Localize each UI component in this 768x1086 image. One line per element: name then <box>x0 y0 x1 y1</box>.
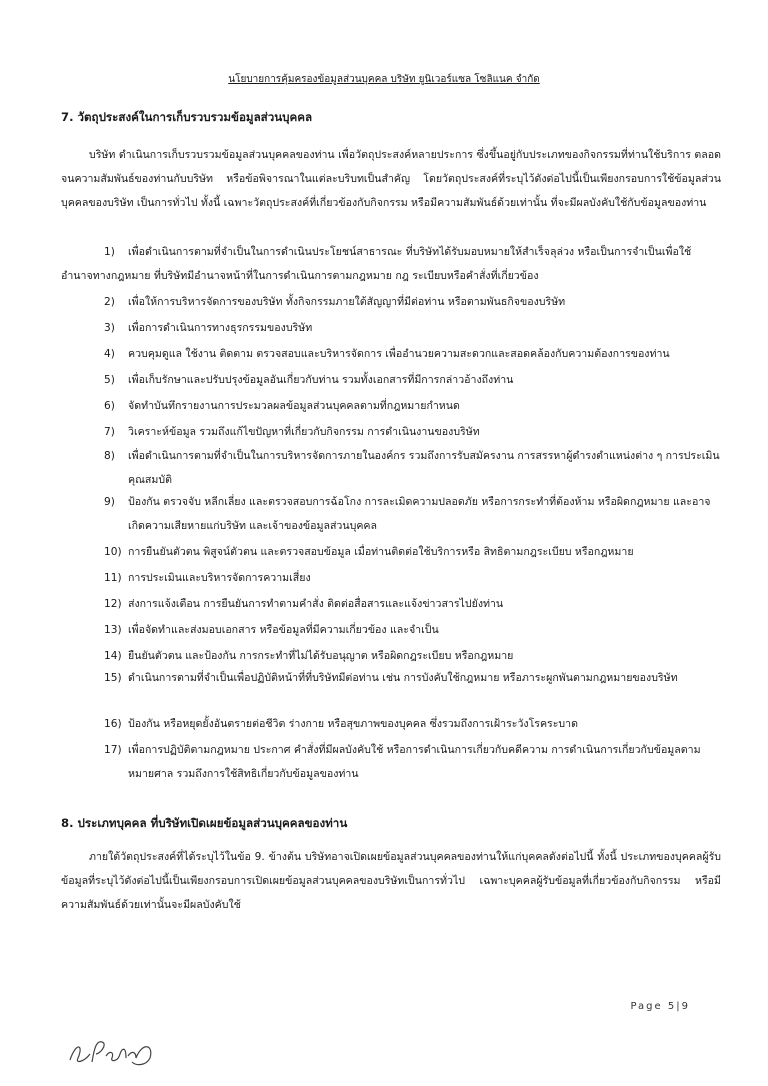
list-item-text: เพื่อดำเนินการตามที่จำเป็นในการบริหารจัดการภายในองค์กร รวมถึงการรับสมัครงาน การสรรหาผู้ดำรงตำแหน่งต่าง ๆ การประเมินคุณสมบัติ <box>128 450 720 486</box>
list-item-text: วิเคราะห์ข้อมูล รวมถึงแก้ไขปัญหาที่เกี่ยวกับกิจกรรม การดำเนินงานของบริษัท <box>128 426 480 438</box>
list-item <box>104 490 722 538</box>
list-item-number: 3) <box>104 322 115 334</box>
list-item-number: 5) <box>104 374 115 386</box>
list-item <box>104 712 722 736</box>
page-label: Page <box>630 1001 663 1012</box>
list-item-text: ควบคุมดูแล ใช้งาน ติดตาม ตรวจสอบและบริหารจัดการ เพื่ออำนวยความสะดวกและสอดคล้องกับความต้องการของท่าน <box>128 348 670 360</box>
list-item <box>61 240 722 288</box>
list-item <box>104 644 722 668</box>
list-item-number: 15) <box>104 672 122 684</box>
list-item-number: 17) <box>104 744 122 756</box>
page-separator: | <box>676 1001 682 1012</box>
page-header-title: นโยบายการคุ้มครองข้อมูลส่วนบุคคล บริษัท ยูนิเวอร์แซล โซลิแนค จำกัด <box>228 74 540 85</box>
list-item-number: 14) <box>104 650 122 662</box>
list-item <box>104 368 722 392</box>
list-item-number: 12) <box>104 598 122 610</box>
section-8-body: ภายใต้วัตถุประสงค์ที่ได้ระบุไว้ในข้อ 9. ข้างต้น บริษัทอาจเปิดเผยข้อมูลส่วนบุคคลของท่านให้แก่บุคคลดังต่อไปนี้ ทั้งนี้ ประเภทของบุคคลผู้รับข้อมูลที่ระบุไว้ดังต่อไปนี้เป็นเพียงกรอบการเปิดเผยข้อมูลส่วนบุคคลของบริษัทเป็นการทั่วไป เฉพาะบุคคลผู้รับข้อมูลที่เกี่ยวข้องกับกิจกรรม หรือมีความสัมพันธ์ด้วยเท่านั้นจะมีผลบังคับใช้ <box>61 851 721 911</box>
list-item-text: ส่งการแจ้งเตือน การยืนยันการทำตามคำสั่ง ติดต่อสื่อสารและแจ้งข่าวสารไปยังท่าน <box>128 598 504 610</box>
list-item-number: 13) <box>104 624 122 636</box>
list-item <box>104 342 722 366</box>
list-item <box>104 666 722 690</box>
list-item <box>104 290 722 314</box>
list-item-text: ป้องกัน หรือหยุดยั้งอันตรายต่อชีวิต ร่างกาย หรือสุขภาพของบุคคล ซึ่งรวมถึงการเฝ้าระวังโรคระบาด <box>128 718 578 730</box>
list-item <box>104 618 722 642</box>
list-item-text: การยืนยันตัวตน พิสูจน์ตัวตน และตรวจสอบข้อมูล เมื่อท่านติดต่อใช้บริการหรือ สิทธิตามกฎระเบียบ หรือกฎหมาย <box>128 546 634 558</box>
list-item <box>104 394 722 418</box>
list-item-text: จัดทำบันทึกรายงานการประมวลผลข้อมูลส่วนบุคคลตามที่กฎหมายกำหนด <box>128 400 460 412</box>
list-item-number: 9) <box>104 496 115 508</box>
list-item-number: 1) <box>104 246 115 258</box>
list-item-text: เพื่อเก็บรักษาและปรับปรุงข้อมูลอันเกี่ยวกับท่าน รวมทั้งเอกสารที่มีการกล่าวอ้างถึงท่าน <box>128 374 514 386</box>
list-item-text: ป้องกัน ตรวจจับ หลีกเลี่ยง และตรวจสอบการฉ้อโกง การละเมิดความปลอดภัย หรือการกระทำที่ต้องห้าม หรือผิดกฎหมาย และอาจเกิดความเสียหายแก่บริษัท และเจ้าของข้อมูลส่วนบุคคล <box>128 496 711 532</box>
list-item <box>104 566 722 590</box>
list-item-text: เพื่อให้การบริหารจัดการของบริษัท ทั้งกิจกรรมภายใต้สัญญาที่มีต่อท่าน หรือตามพันธกิจของบริษัท <box>128 296 566 308</box>
list-item-number: 2) <box>104 296 115 308</box>
list-item-text: เพื่อดำเนินการตามที่จำเป็นในการดำเนินประโยชน์สาธารณะ ที่บริษัทได้รับมอบหมายให้สำเร็จลุล่วง หรือเป็นการจำเป็นเพื่อใช้อำนาจทางกฎหมาย ที่บริษัทมีอำนาจหน้าที่ในการดำเนินการตามกฎหมาย กฎ ระเบียบหรือคำสั่งที่เกี่ยวข้อง <box>61 246 692 282</box>
signature-icon <box>66 1032 158 1070</box>
list-item-text: การประเมินและบริหารจัดการความเสี่ยง <box>128 572 311 584</box>
list-item <box>104 738 722 786</box>
section-8-heading: 8. ประเภทบุคคล ที่บริษัทเปิดเผยข้อมูลส่วนบุคคลของท่าน <box>61 816 348 830</box>
list-item-number: 16) <box>104 718 122 730</box>
page-number <box>630 1001 690 1014</box>
list-item-number: 4) <box>104 348 115 360</box>
list-item-text: ยืนยันตัวตน และป้องกัน การกระทำที่ไม่ได้รับอนุญาต หรือผิดกฎระเบียบ หรือกฎหมาย <box>128 650 514 662</box>
list-item <box>104 444 722 492</box>
list-item-text: เพื่อจัดทำและส่งมอบเอกสาร หรือข้อมูลที่มีความเกี่ยวข้อง และจำเป็น <box>128 624 439 636</box>
list-item-number: 8) <box>104 450 115 462</box>
list-item-number: 10) <box>104 546 122 558</box>
page-total: 9 <box>681 1001 690 1012</box>
list-item <box>104 316 722 340</box>
handwritten-signature <box>66 1032 158 1074</box>
list-item <box>104 420 722 444</box>
list-item <box>104 540 722 564</box>
list-item-text: ดำเนินการตามที่จำเป็นเพื่อปฏิบัติหน้าที่ที่บริษัทมีต่อท่าน เช่น การบังคับใช้กฎหมาย หรือภาระผูกพันตามกฎหมายของบริษัท <box>128 672 678 684</box>
list-item <box>104 592 722 616</box>
list-item-number: 7) <box>104 426 115 438</box>
section-7-intro: บริษัท ดำเนินการเก็บรวบรวมข้อมูลส่วนบุคคลของท่าน เพื่อวัตถุประสงค์หลายประการ ซึ่งขึ้นอยู่กับประเภทของกิจกรรมที่ท่านใช้บริการ ตลอดจนความสัมพันธ์ของท่านกับบริษัท หรือข้อพิจารณาในแต่ละบริบทเป็นสำคัญ โดยวัตถุประสงค์ที่ระบุไว้ดังต่อไปนี้เป็นเพียงกรอบการใช้ข้อมูลส่วนบุคคลของบริษัท เป็นการทั่วไป ทั้งนี้ เฉพาะวัตถุประสงค์ที่เกี่ยวข้องกับกิจกรรม หรือมีความสัมพันธ์ด้วยเท่านั้น ที่จะมีผลบังคับใช้กับข้อมูลของท่าน <box>61 149 721 209</box>
list-item-text: เพื่อการดำเนินการทางธุรกรรมของบริษัท <box>128 322 313 334</box>
list-item-number: 11) <box>104 572 122 584</box>
page-current: 5 <box>667 1001 677 1012</box>
list-item-text: เพื่อการปฏิบัติตามกฎหมาย ประกาศ คำสั่งที่มีผลบังคับใช้ หรือการดำเนินการเกี่ยวกับคดีความ การดำเนินการเกี่ยวกับข้อมูลตามหมายศาล รวมถึงการใช้สิทธิเกี่ยวกับข้อมูลของท่าน <box>128 744 701 780</box>
list-item-number: 6) <box>104 400 115 412</box>
section-7-heading: 7. วัตถุประสงค์ในการเก็บรวบรวมข้อมูลส่วนบุคคล <box>61 110 313 124</box>
